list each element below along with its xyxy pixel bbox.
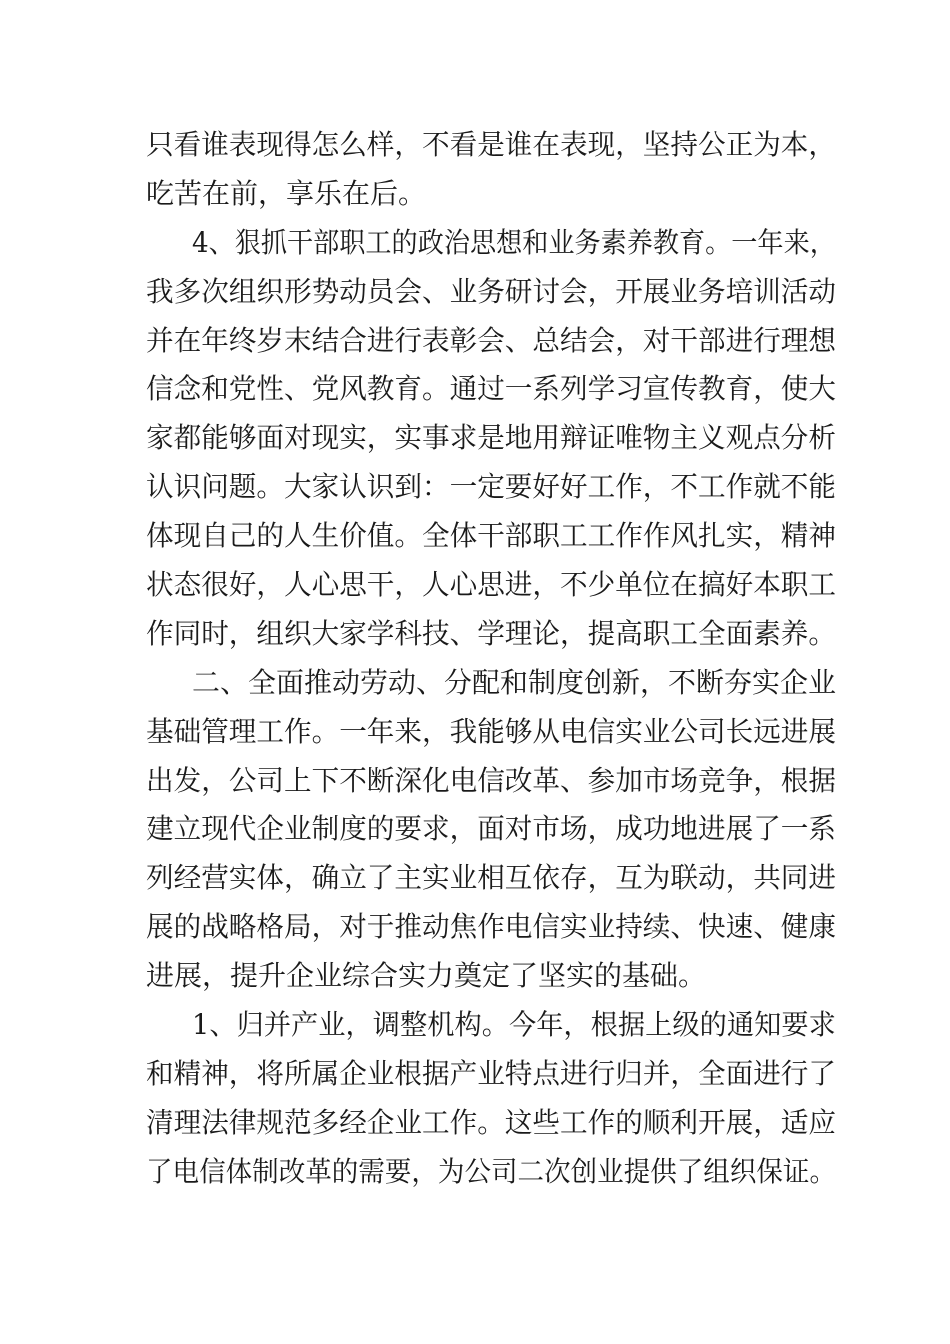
text-line: 基础管理工作。一年来，我能够从电信实业公司长远进展 [146,714,837,748]
text-line: 二、全面推动劳动、分配和制度创新，不断夯实企业 [192,665,837,699]
text-line: 了电信体制改革的需要，为公司二次创业提供了组织保证。 [146,1154,837,1188]
text-line: 进展，提升企业综合实力奠定了坚实的基础。 [146,959,707,993]
text-line: 状态很好，人心思干，人心思进，不少单位在搞好本职工 [146,568,837,602]
document-body [146,121,836,1197]
text-line: 吃苦在前，享乐在后。 [146,176,427,210]
text-line: 作同时，组织大家学科技、学理论，提高职工全面素养。 [146,616,837,650]
text-line: 列经营实体，确立了主实业相互依存，互为联动，共同进 [146,861,837,895]
text-line: 体现自己的人生价值。全体干部职工工作作风扎实，精神 [146,519,837,553]
text-line: 和精神，将所属企业根据产业特点进行归并，全面进行了 [146,1056,837,1090]
text-line: 认识问题。大家认识到：一定要好好工作，不工作就不能 [146,470,837,504]
text-line: 展的战略格局，对于推动焦作电信实业持续、快速、健康 [146,910,837,944]
text-line: 家都能够面对现实，实事求是地用辩证唯物主义观点分析 [146,421,837,455]
text-line: 信念和党性、党风教育。通过一系列学习宣传教育，使大 [146,372,837,406]
text-line: 1、归并产业，调整机构。今年，根据上级的通知要求 [192,1008,836,1042]
text-line: 建立现代企业制度的要求，面对市场，成功地进展了一系 [146,812,837,846]
text-line: 并在年终岁末结合进行表彰会、总结会，对干部进行理想 [146,323,837,357]
text-line: 清理法律规范多经企业工作。这些工作的顺利开展，适应 [146,1105,837,1139]
text-line: 我多次组织形势动员会、业务研讨会，开展业务培训活动 [146,274,837,308]
text-line: 4、狠抓干部职工的政治思想和业务素养教育。一年来， [192,225,836,259]
text-line: 出发，公司上下不断深化电信改革、参加市场竞争，根据 [146,763,837,797]
text-line: 只看谁表现得怎么样，不看是谁在表现，坚持公正为本， [146,128,837,161]
